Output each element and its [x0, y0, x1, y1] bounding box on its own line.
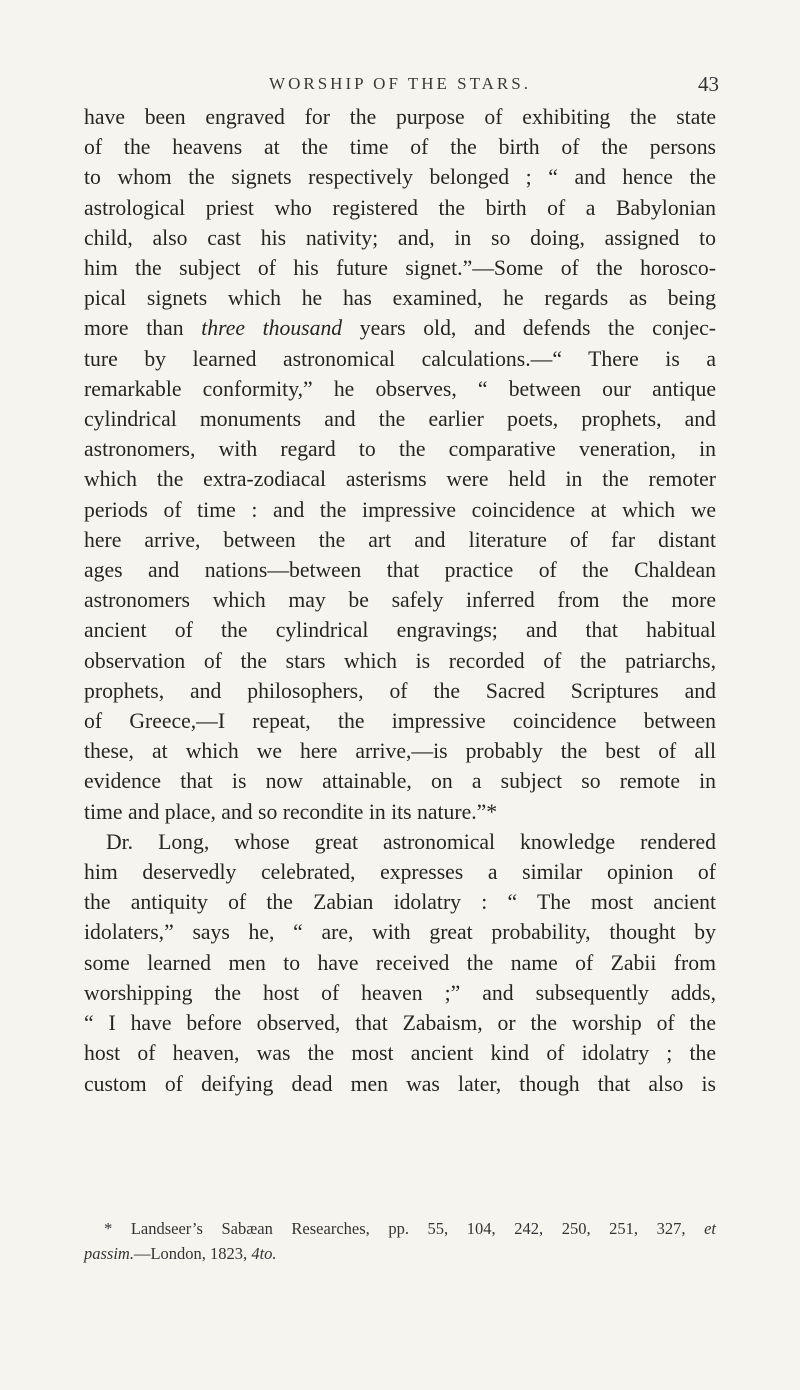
body-text [84, 102, 716, 1099]
text-line: ture by learned astronomical calculations.—“ There is a [84, 346, 716, 371]
text-line: here arrive, between the art and literature of far distant [84, 527, 716, 552]
footnote-line: passim.—London, 1823, 4to. [84, 1244, 277, 1263]
page-number: 43 [698, 72, 719, 96]
footnote-italic: et [704, 1219, 716, 1238]
emphasis-text: three thousand [201, 316, 343, 341]
text-line: pical signets which he has examined, he regards as being [84, 286, 716, 311]
text-line: “ I have before observed, that Zabaism, or the worship of the [84, 1011, 716, 1036]
text-line: some learned men to have received the name of Zabii from [84, 950, 716, 975]
text-line: these, at which we here arrive,—is probably the best of all [84, 739, 716, 764]
text-line: custom of deifying dead men was later, though that also is [84, 1071, 716, 1096]
text-line: to whom the signets respectively belonged ; “ and hence the [84, 165, 716, 190]
text-line: which the extra-zodiacal asterisms were held in the remoter [84, 467, 716, 492]
footnote-italic: passim. [84, 1244, 134, 1263]
text-line: observation of the stars which is recorded of the patriarchs, [84, 648, 716, 673]
text-line: have been engraved for the purpose of exhibiting the state [84, 105, 716, 129]
text-line: him deservedly celebrated, expresses a similar opinion of [84, 860, 716, 885]
text-line: Dr. Long, whose great astronomical knowledge rendered [106, 829, 716, 854]
text-line: the antiquity of the Zabian idolatry : “ The most ancient [84, 890, 716, 915]
text-line: worshipping the host of heaven ;” and subsequently adds, [84, 980, 716, 1005]
text-line: periods of time : and the impressive coincidence at which we [84, 497, 716, 522]
text-line: child, also cast his nativity; and, in so doing, assigned to [84, 225, 716, 250]
footnote [84, 1216, 716, 1266]
text-line: of the heavens at the time of the birth of the persons [84, 135, 716, 160]
running-head: WORSHIP OF THE STARS. [269, 74, 531, 93]
text-line: ancient of the cylindrical engravings; and that habitual [84, 618, 716, 643]
footnote-line: * Landseer’s Sabæan Researches, pp. 55, 104, 242, 250, 251, 327, et [104, 1219, 716, 1238]
text-line: remarkable conformity,” he observes, “ between our antique [84, 376, 716, 401]
text-line: astronomers, with regard to the comparative veneration, in [84, 437, 716, 462]
footnote-italic: 4to. [251, 1244, 277, 1263]
text-line: time and place, and so recondite in its nature.”* [84, 799, 498, 824]
text-line-emphasis: more than three thousand years old, and defends the conjec- [84, 316, 716, 341]
text-line: astronomers which may be safely inferred from the more [84, 588, 716, 613]
text-line: astrological priest who registered the birth of a Babylonian [84, 195, 716, 220]
text-line: of Greece,—I repeat, the impressive coincidence between [84, 709, 716, 734]
text-line: prophets, and philosophers, of the Sacred Scriptures and [84, 678, 716, 703]
text-line: cylindrical monuments and the earlier poets, prophets, and [84, 407, 716, 432]
text-line: him the subject of his future signet.”—Some of the horosco- [84, 256, 716, 281]
text-line: ages and nations—between that practice of the Chaldean [84, 558, 716, 583]
text-line: host of heaven, was the most ancient kind of idolatry ; the [84, 1041, 716, 1066]
text-line: evidence that is now attainable, on a subject so remote in [84, 769, 716, 794]
text-line: idolaters,” says he, “ are, with great probability, thought by [84, 920, 716, 945]
